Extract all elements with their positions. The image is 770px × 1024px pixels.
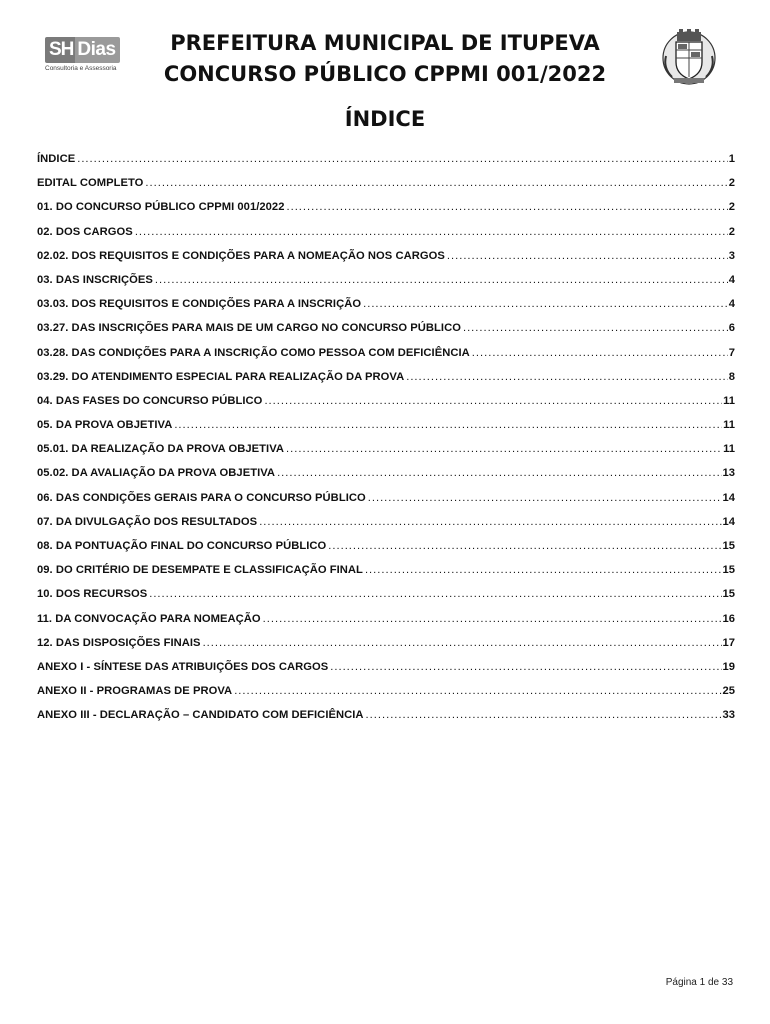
toc-entry-label: 01. DO CONCURSO PÚBLICO CPPMI 001/2022 (37, 201, 285, 214)
toc-entry-label: ANEXO II - PROGRAMAS DE PROVA (37, 685, 233, 698)
company-logo (45, 37, 137, 75)
toc-dot-leader (203, 631, 722, 655)
logo-tagline: Consultoria e Assessoria (45, 65, 117, 72)
page-header (140, 28, 630, 90)
toc-entry-label: 05.02. DA AVALIAÇÃO DA PROVA OBJETIVA (37, 467, 276, 480)
toc-entry-page: 17 (722, 636, 735, 649)
logo-mark (45, 37, 137, 63)
toc-dot-leader (145, 171, 727, 195)
toc-entry[interactable] (37, 316, 735, 340)
toc-dot-leader (174, 413, 722, 437)
toc-entry[interactable] (37, 582, 735, 606)
toc-entry-page: 1 (728, 153, 735, 165)
toc-entry-page: 7 (728, 346, 735, 359)
toc-dot-leader (447, 244, 728, 268)
toc-dot-leader (263, 607, 722, 631)
toc-entry-page: 14 (722, 491, 735, 504)
toc-dot-leader (328, 534, 721, 558)
toc-entry-page: 8 (728, 370, 735, 383)
toc-entry-page: 25 (722, 685, 735, 698)
toc-entry-label: 02. DOS CARGOS (37, 225, 133, 238)
toc-entry-label: 07. DA DIVULGAÇÃO DOS RESULTADOS (37, 515, 258, 528)
toc-dot-leader (463, 316, 728, 340)
toc-dot-leader (365, 558, 722, 582)
toc-entry-page: 15 (722, 564, 735, 577)
toc-entry[interactable] (37, 244, 735, 268)
toc-entry-label: 11. DA CONVOCAÇÃO PARA NOMEAÇÃO (37, 612, 261, 625)
toc-entry-page: 6 (728, 322, 735, 335)
toc-dot-leader (406, 365, 728, 389)
toc-dot-leader (368, 486, 722, 510)
toc-entry[interactable] (37, 703, 735, 727)
toc-entry[interactable] (37, 510, 735, 534)
toc-entry-label: 09. DO CRITÉRIO DE DESEMPATE E CLASSIFICAÇÃO FINAL (37, 564, 363, 577)
toc-entry-label: ÍNDICE (37, 153, 76, 165)
header-contest: CONCURSO PÚBLICO CPPMI 001/2022 (163, 62, 607, 86)
toc-entry-page: 11 (723, 419, 735, 432)
toc-entry[interactable] (37, 413, 735, 437)
toc-dot-leader (135, 220, 728, 244)
toc-entry[interactable] (37, 679, 735, 703)
toc-entry-label: 12. DAS DISPOSIÇÕES FINAIS (37, 636, 201, 649)
toc-dot-leader (286, 437, 722, 461)
logo-brand-a: SH (45, 37, 75, 63)
toc-dot-leader (149, 582, 721, 606)
toc-entry-label: 08. DA PONTUAÇÃO FINAL DO CONCURSO PÚBLICO (37, 540, 327, 552)
toc-entry-page: 2 (728, 201, 735, 214)
toc-entry-page: 11 (723, 443, 735, 456)
toc-entry-label: 03.28. DAS CONDIÇÕES PARA A INSCRIÇÃO COMO PESSOA COM DEFICIÊNCIA (37, 346, 470, 359)
toc-entry[interactable] (37, 534, 735, 558)
toc-entry-label: 03.27. DAS INSCRIÇÕES PARA MAIS DE UM CARGO NO CONCURSO PÚBLICO (37, 322, 461, 335)
toc-entry-label: 02.02. DOS REQUISITOS E CONDIÇÕES PARA A NOMEAÇÃO NOS CARGOS (37, 249, 445, 262)
logo-brand-b: Dias (75, 37, 119, 63)
municipal-crest-icon (660, 28, 718, 86)
table-of-contents (37, 147, 735, 728)
toc-entry[interactable] (37, 171, 735, 195)
toc-dot-leader (77, 147, 728, 171)
toc-entry-label: ANEXO I - SÍNTESE DAS ATRIBUIÇÕES DOS CARGOS (37, 660, 329, 673)
toc-dot-leader (264, 389, 722, 413)
toc-entry-page: 11 (723, 394, 735, 407)
toc-entry[interactable] (37, 341, 735, 365)
toc-entry-label: 03.29. DO ATENDIMENTO ESPECIAL PARA REALIZAÇÃO DA PROVA (37, 370, 405, 383)
toc-dot-leader (330, 655, 721, 679)
toc-entry[interactable] (37, 195, 735, 219)
toc-dot-leader (366, 703, 722, 727)
header-municipality: PREFEITURA MUNICIPAL DE ITUPEVA (170, 31, 600, 55)
toc-dot-leader (277, 461, 721, 485)
toc-entry[interactable] (37, 631, 735, 655)
toc-dot-leader (286, 195, 727, 219)
toc-entry-page: 13 (722, 467, 735, 480)
toc-entry[interactable] (37, 268, 735, 292)
toc-entry-label: 04. DAS FASES DO CONCURSO PÚBLICO (37, 394, 263, 407)
toc-entry-label: 06. DAS CONDIÇÕES GERAIS PARA O CONCURSO PÚBLICO (37, 491, 366, 504)
toc-entry[interactable] (37, 558, 735, 582)
toc-entry[interactable] (37, 220, 735, 244)
toc-entry[interactable] (37, 389, 735, 413)
toc-entry-page: 15 (722, 540, 735, 552)
toc-entry-page: 3 (728, 249, 735, 262)
toc-entry-page: 16 (722, 612, 735, 625)
toc-entry-label: EDITAL COMPLETO (37, 177, 144, 190)
toc-entry[interactable] (37, 461, 735, 485)
toc-entry-label: 05.01. DA REALIZAÇÃO DA PROVA OBJETIVA (37, 443, 285, 456)
toc-dot-leader (234, 679, 721, 703)
toc-entry-page: 4 (728, 273, 735, 286)
toc-entry-page: 14 (722, 515, 735, 528)
toc-entry-page: 4 (728, 298, 735, 311)
toc-entry-page: 2 (728, 225, 735, 238)
toc-dot-leader (363, 292, 728, 316)
toc-entry-label: ANEXO III - DECLARAÇÃO – CANDIDATO COM DEFICIÊNCIA (37, 709, 364, 722)
toc-dot-leader (259, 510, 721, 534)
toc-entry[interactable] (37, 147, 735, 171)
toc-entry[interactable] (37, 607, 735, 631)
page-number: Página 1 de 33 (665, 977, 733, 988)
toc-entry[interactable] (37, 292, 735, 316)
toc-entry-page: 2 (728, 177, 735, 190)
toc-entry-label: 03.03. DOS REQUISITOS E CONDIÇÕES PARA A INSCRIÇÃO (37, 298, 362, 311)
toc-entry-label: 10. DOS RECURSOS (37, 588, 148, 601)
toc-dot-leader (155, 268, 728, 292)
toc-entry-page: 19 (722, 660, 735, 673)
toc-entry[interactable] (37, 437, 735, 461)
toc-entry-label: 03. DAS INSCRIÇÕES (37, 273, 153, 286)
toc-entry[interactable] (37, 655, 735, 679)
toc-entry-page: 15 (722, 588, 735, 601)
page-title: ÍNDICE (344, 107, 426, 131)
toc-entry-label: 05. DA PROVA OBJETIVA (37, 419, 173, 432)
toc-entry[interactable] (37, 365, 735, 389)
toc-dot-leader (472, 341, 728, 365)
toc-entry-page: 33 (722, 709, 735, 722)
toc-entry[interactable] (37, 486, 735, 510)
